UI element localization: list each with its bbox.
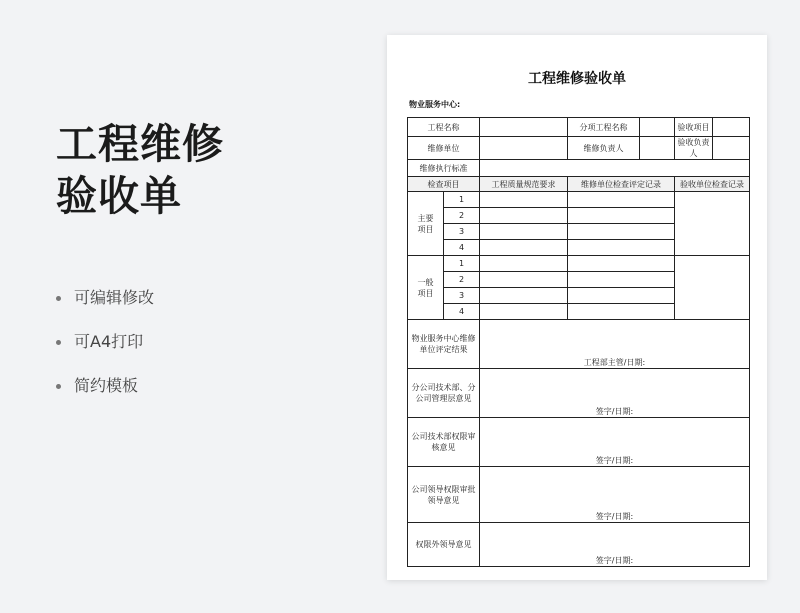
row-number: 4: [444, 304, 480, 320]
unit-record-cell[interactable]: [568, 272, 675, 288]
quality-cell[interactable]: [480, 208, 568, 224]
cell-repair-unit-label: 维修单位: [408, 137, 480, 160]
cell-repair-lead-label: 维修负责人: [568, 137, 640, 160]
unit-record-cell[interactable]: [568, 240, 675, 256]
unit-record-cell[interactable]: [568, 288, 675, 304]
acceptance-record-cell[interactable]: [675, 192, 750, 256]
promo-title-line2: 验收单: [56, 172, 182, 220]
cell-acceptance-lead-label: 验收负责人: [675, 137, 713, 160]
section-label-external-leader: 权限外领导意见: [408, 523, 480, 567]
row-number: 3: [444, 224, 480, 240]
row-number: 1: [444, 192, 480, 208]
quality-cell[interactable]: [480, 272, 568, 288]
header-acceptance-record: 验收单位检查记录: [675, 177, 750, 192]
header-check-item: 检查项目: [408, 177, 480, 192]
cell-acceptance-item-label: 验收项目: [675, 118, 713, 137]
cell-repair-unit-value[interactable]: [480, 137, 568, 160]
section-sign-tech-review[interactable]: 签字/日期:: [480, 418, 750, 467]
cell-standard-label: 维修执行标准: [408, 160, 480, 177]
feature-item: 简约模板: [56, 374, 154, 418]
service-center-label: 物业服务中心:: [409, 100, 461, 109]
header-unit-record: 维修单位检查评定记录: [568, 177, 675, 192]
quality-cell[interactable]: [480, 304, 568, 320]
cell-acceptance-item-value[interactable]: [713, 118, 750, 137]
cell-sub-project-label: 分项工程名称: [568, 118, 640, 137]
section-sign-evaluation[interactable]: 工程部主管/日期:: [480, 320, 750, 369]
cell-standard-value[interactable]: [480, 160, 750, 177]
document-preview: [387, 35, 767, 580]
section-label-branch-opinion: 分公司技术部、分公司管理层意见: [408, 369, 480, 418]
unit-record-cell[interactable]: [568, 224, 675, 240]
row-number: 4: [444, 240, 480, 256]
cell-acceptance-lead-value[interactable]: [713, 137, 750, 160]
promo-title-line1: 工程维修: [56, 120, 224, 168]
section-label-tech-review: 公司技术部权限审核意见: [408, 418, 480, 467]
cell-project-name-value[interactable]: [480, 118, 568, 137]
promo-panel: [56, 118, 224, 222]
row-number: 1: [444, 256, 480, 272]
row-number: 2: [444, 208, 480, 224]
row-number: 2: [444, 272, 480, 288]
acceptance-record-cell[interactable]: [675, 256, 750, 320]
document-title: 工程维修验收单: [528, 71, 626, 87]
section-sign-external-leader[interactable]: 签字/日期:: [480, 523, 750, 567]
unit-record-cell[interactable]: [568, 304, 675, 320]
quality-cell[interactable]: [480, 288, 568, 304]
quality-cell[interactable]: [480, 256, 568, 272]
section-sign-branch-opinion[interactable]: 签字/日期:: [480, 369, 750, 418]
row-number: 3: [444, 288, 480, 304]
main-items-label: 主要 项目: [408, 192, 444, 256]
general-items-label: 一般 项目: [408, 256, 444, 320]
section-label-leader-approval: 公司领导权限审批领导意见: [408, 467, 480, 523]
feature-item: 可A4打印: [56, 330, 154, 374]
header-quality-requirement: 工程质量规范要求: [480, 177, 568, 192]
unit-record-cell[interactable]: [568, 192, 675, 208]
feature-list: [56, 286, 154, 418]
unit-record-cell[interactable]: [568, 256, 675, 272]
quality-cell[interactable]: [480, 240, 568, 256]
quality-cell[interactable]: [480, 224, 568, 240]
cell-project-name-label: 工程名称: [408, 118, 480, 137]
section-label-evaluation: 物业服务中心维修单位评定结果: [408, 320, 480, 369]
section-sign-leader-approval[interactable]: 签字/日期:: [480, 467, 750, 523]
feature-item: 可编辑修改: [56, 286, 154, 330]
cell-sub-project-value[interactable]: [640, 118, 675, 137]
acceptance-form-table: [407, 117, 750, 567]
cell-repair-lead-value[interactable]: [640, 137, 675, 160]
quality-cell[interactable]: [480, 192, 568, 208]
unit-record-cell[interactable]: [568, 208, 675, 224]
